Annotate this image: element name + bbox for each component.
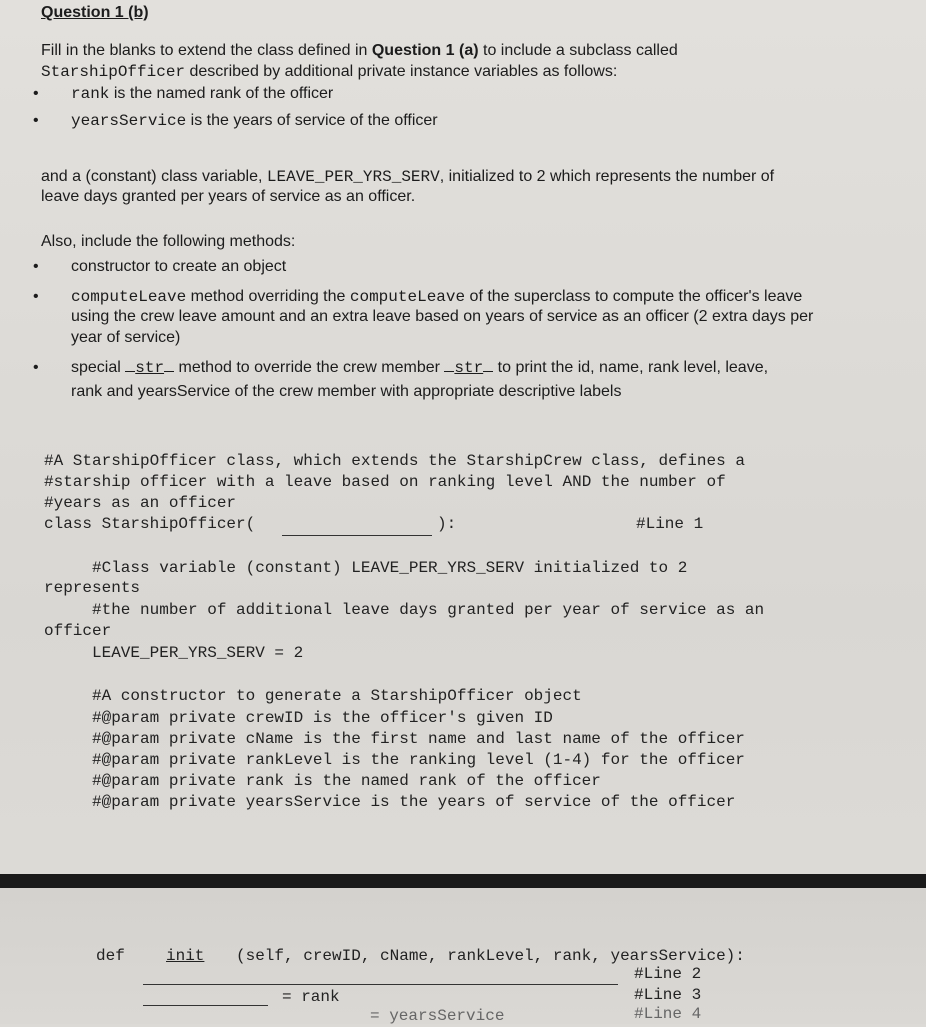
classvar-name: LEAVE_PER_YRS_SERV (266, 168, 440, 186)
code-comment-officer: officer (44, 622, 112, 640)
line-4-label: #Line 4 (634, 1005, 702, 1023)
bullet-dot: • (33, 258, 39, 275)
method-name: computeLeave (349, 288, 466, 306)
question-title: Question 1 (b) (41, 4, 149, 21)
underscore-blank (483, 357, 493, 372)
fill-blank-line-1[interactable] (282, 535, 432, 536)
method-computeleave-line-2: using the crew leave amount and an extra leave based on years of service as an officer (2 extra days per (71, 308, 814, 325)
code-comment-represents: represents (44, 579, 141, 597)
code-param-rank: #@param private rank is the named rank of the officer (92, 772, 601, 790)
code-comment-2: #starship officer with a leave based on ranking level AND the number of (44, 473, 726, 491)
intro-text: Fill in the blanks to extend the class defined in (41, 42, 372, 59)
code-init-name: init (166, 947, 205, 965)
classvar-text-end: , initialized to 2 which represents the number of (439, 168, 775, 185)
method-text: to print the id, name, rank level, leave, (493, 359, 769, 376)
method-text: method to override the crew member (174, 359, 445, 376)
code-comment-leave: #the number of additional leave days granted per year of service as an (92, 601, 765, 619)
bullet-dot: • (33, 359, 39, 376)
line-3-label: #Line 3 (634, 986, 702, 1004)
classvar-line-2: leave days granted per years of service as an officer. (41, 188, 416, 205)
bullet-dot: • (33, 85, 39, 102)
code-param-years: #@param private yearsService is the years of service of the officer (92, 793, 736, 811)
intro-ref: Question 1 (a) (371, 42, 479, 59)
fill-blank-line-2[interactable] (143, 984, 618, 985)
code-param-cname: #@param private cName is the first name and last name of the officer (92, 730, 745, 748)
code-class-colon: ): (437, 515, 457, 533)
method-desc: constructor to create an object (71, 258, 287, 275)
intro-text-2: described by additional private instance variables as follows: (185, 63, 618, 80)
intro-line-1 (41, 40, 678, 62)
var-desc: is the named rank of the officer (109, 85, 334, 102)
dunder-str: str (135, 359, 165, 377)
code-comment-classvar: #Class variable (constant) LEAVE_PER_YRS_SERV initialized to 2 (92, 559, 688, 577)
code-def-keyword: def (96, 947, 125, 965)
code-param-ranklevel: #@param private rankLevel is the ranking level (1-4) for the officer (92, 751, 745, 769)
line-2-label: #Line 2 (634, 965, 702, 983)
subclass-name: StarshipOfficer (41, 63, 186, 81)
methods-intro: Also, include the following methods: (41, 233, 296, 250)
code-comment-1: #A StarshipOfficer class, which extends the StarshipCrew class, defines a (44, 452, 745, 470)
var-name: rank (71, 85, 110, 103)
page-divider (0, 874, 926, 888)
method-computeleave-line-3: year of service) (71, 329, 181, 346)
line-1-label: #Line 1 (636, 515, 704, 533)
method-name: computeLeave (71, 288, 187, 306)
intro-line-2 (41, 61, 617, 83)
method-text: of the superclass to compute the officer's leave (465, 288, 803, 305)
code-class-def: class StarshipOfficer( (44, 515, 256, 533)
code-param-crewid: #@param private crewID is the officer's given ID (92, 709, 553, 727)
code-comment-3: #years as an officer (44, 494, 237, 512)
underscore-blank (125, 357, 135, 372)
intro-text-end: to include a subclass called (478, 42, 678, 59)
fill-blank-line-3[interactable] (143, 1005, 268, 1006)
bullet-dot: • (33, 112, 39, 129)
code-classvar-assign: LEAVE_PER_YRS_SERV = 2 (92, 644, 304, 662)
classvar-text: and a (constant) class variable, (41, 168, 267, 185)
code-init-params: (self, crewID, cName, rankLevel, rank, yearsService): (236, 947, 745, 965)
code-comment-constructor: #A constructor to generate a StarshipOfficer object (92, 687, 582, 705)
method-text: special (71, 359, 126, 376)
var-name: yearsService (71, 112, 187, 130)
underscore-blank (444, 357, 454, 372)
code-rank-assign: = rank (282, 988, 340, 1006)
classvar-line-1 (41, 166, 774, 188)
var-desc: is the years of service of the officer (186, 112, 438, 129)
bullet-dot: • (33, 288, 39, 305)
dunder-str: str (454, 359, 484, 377)
code-years-assign: = yearsService (370, 1007, 505, 1025)
underscore-blank (164, 357, 174, 372)
method-str-line-2: rank and yearsService of the crew member with appropriate descriptive labels (71, 383, 622, 400)
method-text: method overriding the (186, 288, 350, 305)
